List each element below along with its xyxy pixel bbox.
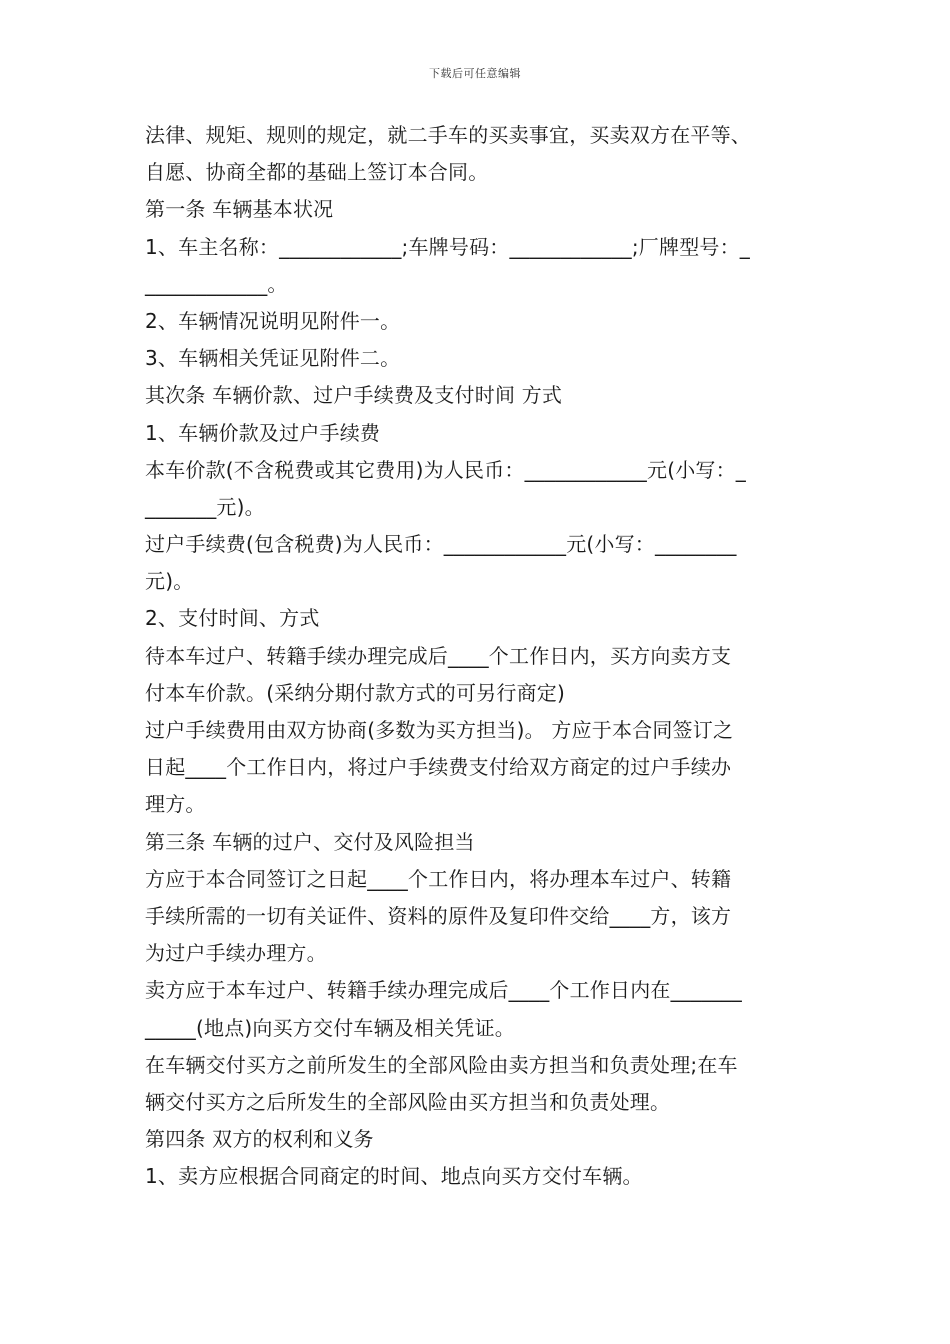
page-header: 下载后可任意编辑 bbox=[429, 67, 521, 80]
text-line: 过户手续费用由双方协商(多数为买方担当)。 方应于本合同签订之 bbox=[145, 718, 734, 742]
text-line: 付本车价款。(采纳分期付款方式的可另行商定) bbox=[145, 680, 566, 705]
text-line: 自愿、协商全都的基础上签订本合同。 bbox=[145, 160, 489, 185]
text-line: 1、卖方应根据合同商定的时间、地点向买方交付车辆。 bbox=[145, 1164, 643, 1189]
text-line: 1、车主名称：____________;车牌号码：____________;厂牌型号：_ bbox=[145, 234, 751, 259]
text-line: 待本车过户、转籍手续办理完成后____个工作日内，买方向卖方支 bbox=[145, 643, 732, 668]
text-line: 1、车辆价款及过户手续费 bbox=[145, 420, 381, 445]
text-line: 为过户手续办理方。 bbox=[145, 941, 327, 966]
text-line: 辆交付买方之后所发生的全部风险由买方担当和负责处理。 bbox=[145, 1089, 671, 1114]
section-heading: 第四条 双方的权利和义务 bbox=[145, 1127, 374, 1152]
text-line: 2、支付时间、方式 bbox=[145, 606, 320, 631]
section-heading: 第一条 车辆基本状况 bbox=[145, 197, 334, 222]
text-line: 日起____个工作日内，将过户手续费支付给双方商定的过户手续办 bbox=[145, 755, 732, 780]
text-line: ____________。 bbox=[145, 271, 288, 296]
text-line: 理方。 bbox=[145, 792, 206, 817]
text-line: 过户手续费(包含税费)为人民币：____________元(小写：________ bbox=[145, 532, 737, 557]
text-line: _______元)。 bbox=[145, 494, 265, 519]
text-line: _____(地点)向买方交付车辆及相关凭证。 bbox=[145, 1015, 516, 1040]
text-line: 方应于本合同签订之日起____个工作日内，将办理本车过户、转籍 bbox=[145, 866, 732, 891]
text-line: 3、车辆相关凭证见附件二。 bbox=[145, 346, 401, 371]
text-line: 卖方应于本车过户、转籍手续办理完成后____个工作日内在_______ bbox=[145, 978, 742, 1003]
text-line: 手续所需的一切有关证件、资料的原件及复印件交给____方，该方 bbox=[145, 903, 732, 928]
text-line: 元)。 bbox=[145, 569, 194, 594]
text-line: 在车辆交付买方之前所发生的全部风险由卖方担当和负责处理;在车 bbox=[145, 1052, 738, 1077]
text-line: 2、车辆情况说明见附件一。 bbox=[145, 308, 401, 333]
section-heading: 第三条 车辆的过户、交付及风险担当 bbox=[145, 829, 475, 854]
document-body bbox=[145, 117, 815, 1195]
text-line: 本车价款(不含税费或其它费用)为人民币：____________元(小写：_ bbox=[145, 457, 747, 482]
section-heading: 其次条 车辆价款、过户手续费及支付时间 方式 bbox=[145, 383, 563, 408]
text-line: 法律、规矩、规则的规定，就二手车的买卖事宜，买卖双方在平等、 bbox=[145, 123, 751, 147]
